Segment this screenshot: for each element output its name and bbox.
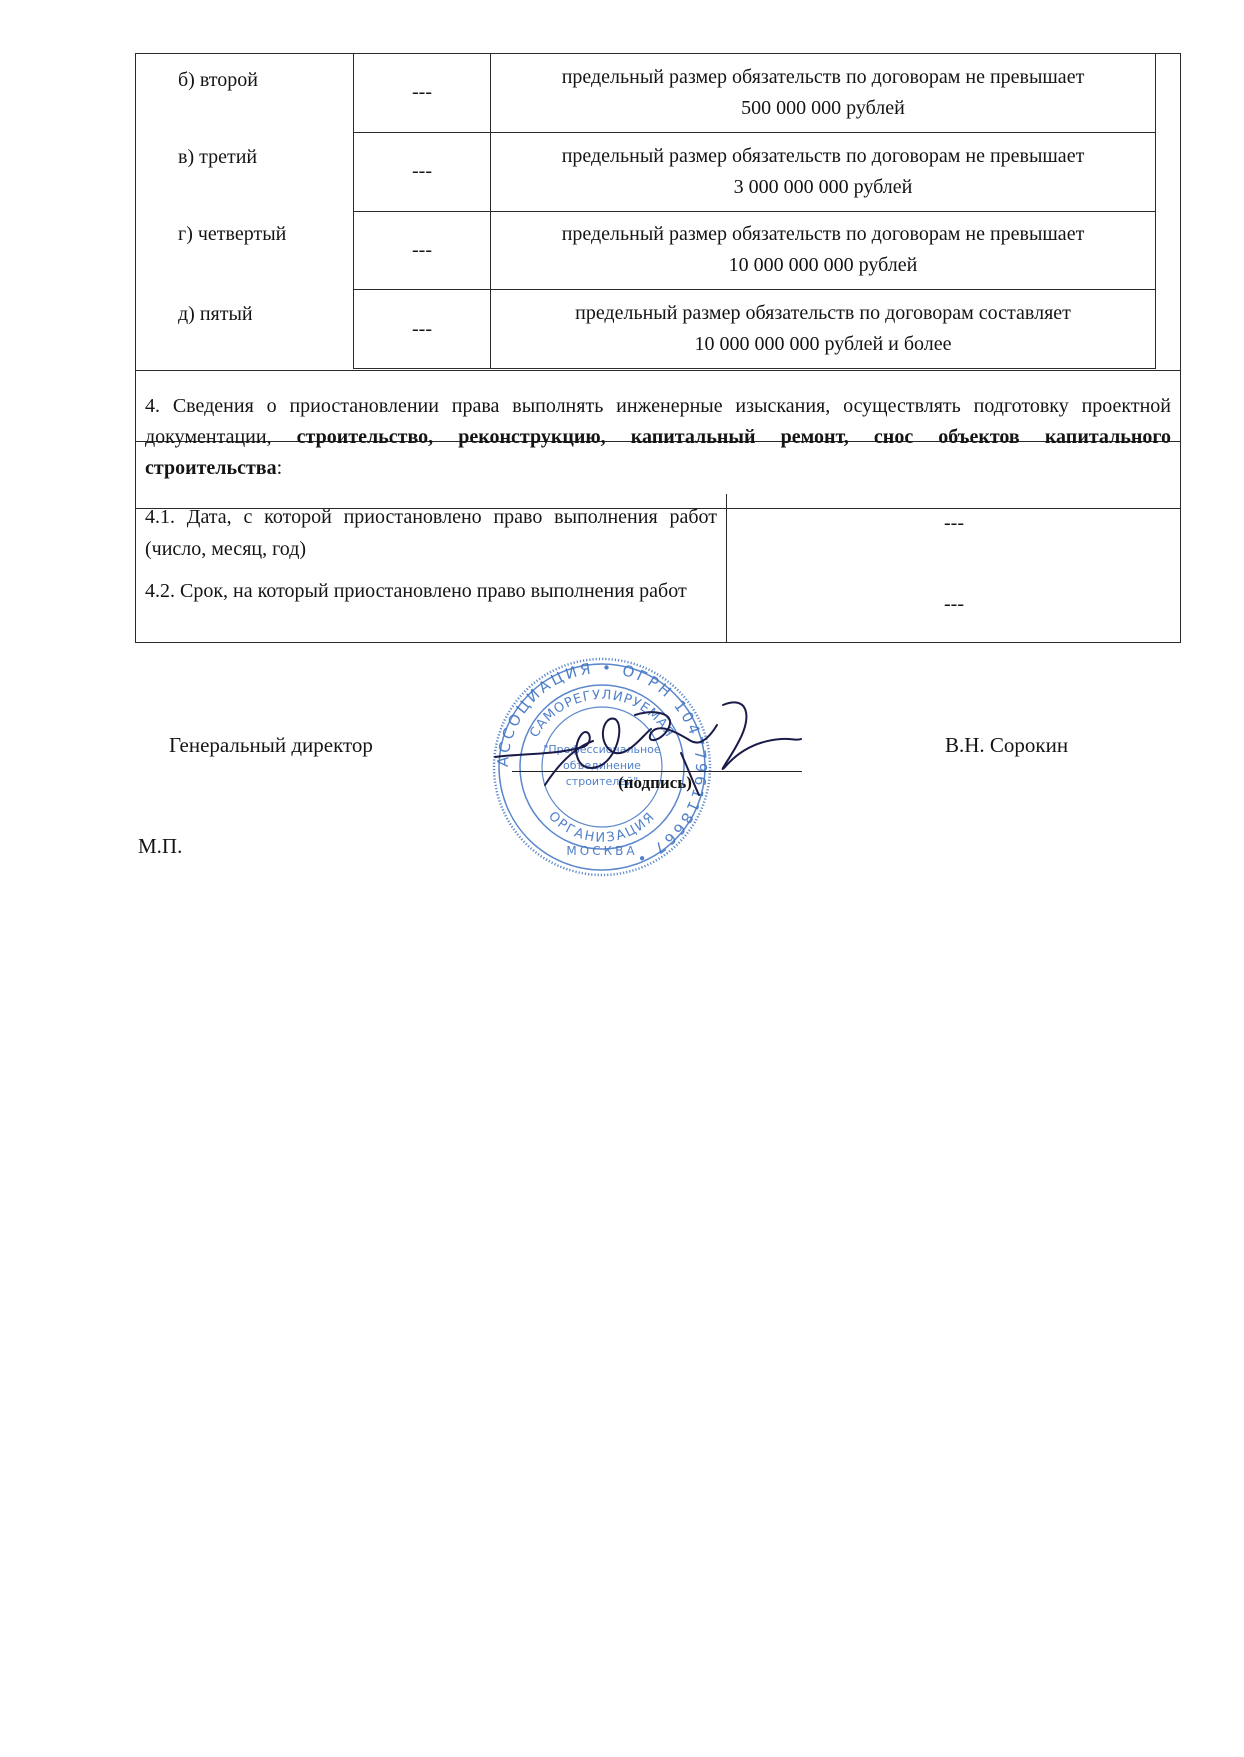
signatory-name: В.Н. Сорокин: [945, 733, 1069, 757]
handwritten-signature: [485, 695, 805, 800]
limit-amount: 3 000 000 000 рублей: [733, 175, 913, 198]
limit-amount: 10 000 000 000 рублей и более: [694, 333, 952, 356]
level-label: б) второй: [178, 69, 258, 91]
stamp-center-line: "Профессиональное: [543, 743, 661, 756]
suspension-date-value: ---: [944, 512, 964, 534]
stamp-outer-text-span: АССОЦИАЦИЯ • ОГРН 1047796118667 •: [493, 658, 711, 869]
limit-text: предельный размер обязательств по договорам не превышает: [561, 223, 1085, 246]
table-row: [354, 132, 1156, 211]
stamp-center-line: объединение: [563, 759, 641, 772]
limit-text: предельный размер обязательств по договорам не превышает: [561, 65, 1085, 88]
stamp-center-line: строителей": [565, 775, 639, 788]
dash-cell: ---: [354, 211, 491, 290]
suspension-date-label: 4.1. Дата, с которой приостановлено право выполнения работ (число, месяц, год): [145, 506, 717, 560]
dash-cell: ---: [354, 132, 491, 211]
section-4-heading-text: 4. Сведения о приостановлении права выполнять инженерные изыскания, осуществлять подготовку проектной документации,: [145, 395, 1171, 448]
limit-text: предельный размер обязательств по договорам не превышает: [561, 144, 1085, 167]
limit-description: [491, 211, 1156, 290]
responsibility-levels-table: [353, 53, 1156, 369]
limit-amount: 10 000 000 000 рублей: [728, 254, 918, 277]
section-4-heading-bold: строительство, реконструкцию, капитальный ремонт, снос объектов капитального строительства: [145, 426, 1171, 479]
dash-cell: ---: [354, 54, 491, 133]
section-4-heading: [145, 391, 1171, 484]
stamp-city: МОСКВА: [566, 844, 638, 858]
table-row: [354, 54, 1156, 133]
seal-mark: М.П.: [138, 834, 183, 858]
limit-text: предельный размер обязательств по договорам составляет: [575, 302, 1071, 325]
suspension-term-label: 4.2. Срок, на который приостановлено право выполнения работ: [145, 580, 687, 602]
dash-cell: ---: [354, 290, 491, 369]
stamp-upper-text-span: САМОРЕГУЛИРУЕМАЯ: [527, 687, 677, 741]
table-divider: [136, 370, 1180, 371]
table-row: [354, 290, 1156, 369]
limit-description: [491, 132, 1156, 211]
limit-description: [491, 290, 1156, 369]
limit-description: [491, 54, 1156, 133]
signature-caption: (подпись): [618, 773, 692, 792]
level-label: в) третий: [178, 146, 258, 168]
level-label: д) пятый: [178, 303, 253, 325]
table-row: [354, 211, 1156, 290]
limit-amount: 500 000 000 рублей: [741, 96, 905, 119]
section-4-heading-end: :: [276, 457, 283, 479]
level-label: г) четвертый: [178, 223, 287, 245]
suspension-term-value: ---: [944, 593, 964, 615]
stamp-lower-text-span: ОРГАНИЗАЦИЯ: [545, 808, 659, 846]
signatory-role: Генеральный директор: [169, 733, 373, 757]
